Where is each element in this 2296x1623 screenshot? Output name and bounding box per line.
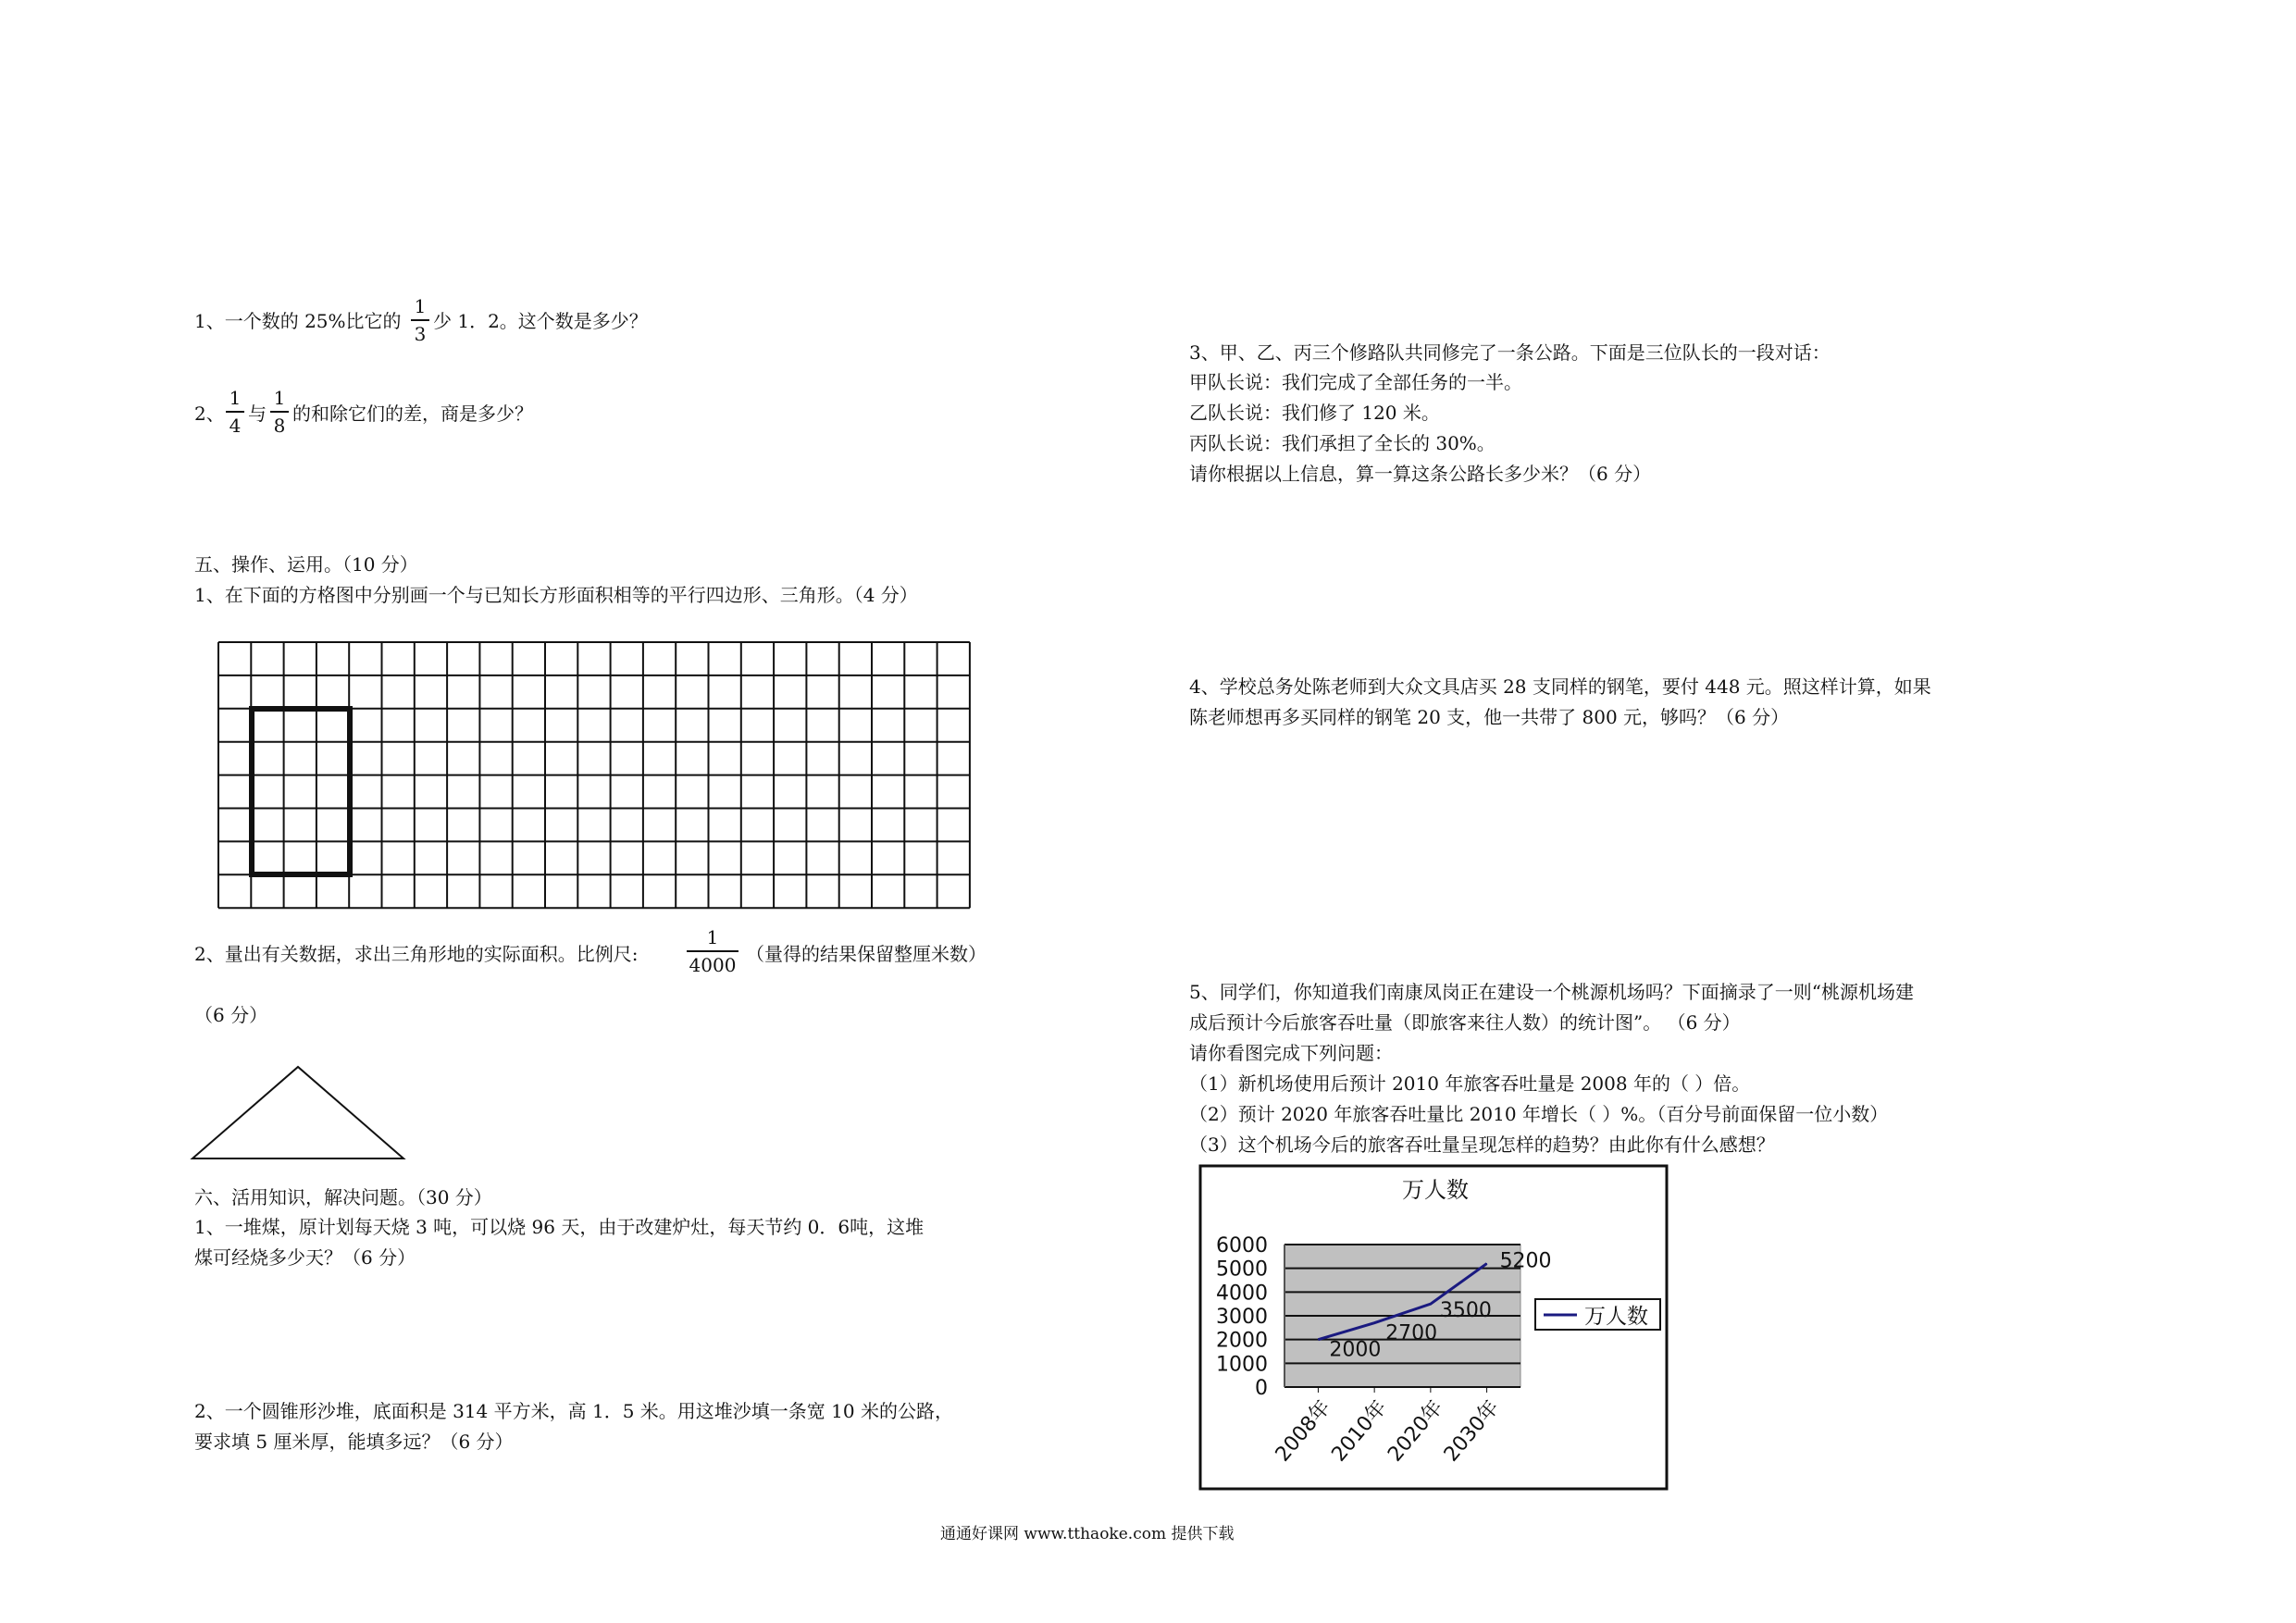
question-3-line-5: 请你根据以上信息，算一算这条公路长多少米？（6 分）: [1189, 463, 1652, 485]
question-2-prefix: 2、: [194, 403, 225, 425]
question-3-line-2: 甲队长说：我们完成了全部任务的一半。: [1189, 371, 1522, 393]
fraction-denominator: 4: [229, 415, 242, 437]
y-tick-label: 5000: [1216, 1258, 1268, 1282]
section-5-question-1: 1、在下面的方格图中分别画一个与已知长方形面积相等的平行四边形、三角形。（4 分）: [194, 584, 918, 606]
legend-label: 万人数: [1584, 1305, 1648, 1329]
fraction-denominator: 3: [414, 323, 427, 345]
question-5-line-4: （1）新机场使用后预计 2010 年旅客吞吐量是 2008 年的（ ）倍。: [1189, 1072, 1751, 1095]
fraction-denominator: 4000: [689, 954, 737, 976]
section-6-question-2-line-1: 2、一个圆锥形沙堆，底面积是 314 平方米，高 1．5 米。用这堆沙填一条宽 10 米的公路，: [194, 1400, 953, 1422]
page-footer: 通通好课网 www.tthaoke.com 提供下载: [940, 1525, 1235, 1543]
question-1-prefix: 1、一个数的 25%比它的: [194, 310, 402, 332]
section-5-question-2-note: （量得的结果保留整厘米数）: [746, 943, 987, 965]
fraction-denominator: 8: [273, 415, 286, 437]
x-tick-label: 2020年: [1384, 1395, 1448, 1467]
x-tick-label: 2030年: [1439, 1395, 1505, 1467]
question-3-line-1: 3、甲、乙、丙三个修路队共同修完了一条公路。下面是三位队长的一段对话：: [1189, 341, 1831, 364]
data-label: 2000: [1329, 1338, 1382, 1362]
data-point: [1486, 1263, 1487, 1264]
question-4-line-1: 4、学校总务处陈老师到大众文具店买 28 支同样的钢笔，要付 448 元。照这样计算，如果: [1189, 675, 1931, 698]
question-5-line-1: 5、同学们，你知道我们南康凤岗正在建设一个桃源机场吗？下面摘录了一则“桃源机场建: [1189, 981, 1914, 1003]
y-tick-label: 1000: [1216, 1353, 1268, 1377]
question-5-line-5: （2）预计 2020 年旅客吞吐量比 2010 年增长（ ）%。（百分号前面保留一位小数）: [1189, 1103, 1889, 1125]
question-5-line-3: 请你看图完成下列问题：: [1189, 1042, 1393, 1064]
question-2-connector: 与: [248, 403, 267, 425]
data-point: [1374, 1322, 1375, 1323]
y-tick-label: 4000: [1216, 1282, 1268, 1306]
question-2-suffix: 的和除它们的差，商是多少？: [292, 403, 533, 425]
chart-title: 万人数: [1402, 1177, 1469, 1203]
section-5-question-2-points: （6 分）: [194, 1004, 268, 1026]
data-label: 5200: [1499, 1249, 1552, 1273]
section-6-question-2-line-2: 要求填 5 厘米厚，能填多远？（6 分）: [194, 1431, 514, 1453]
y-tick-label: 0: [1255, 1377, 1268, 1400]
question-5-line-6: （3）这个机场今后的旅客吞吐量呈现怎样的趋势？由此你有什么感想？: [1189, 1134, 1775, 1156]
data-label: 2700: [1385, 1321, 1438, 1345]
fraction-numerator: 1: [229, 387, 242, 409]
question-1-suffix: 少 1．2。这个数是多少？: [433, 310, 648, 332]
question-4-line-2: 陈老师想再多买同样的钢笔 20 支，他一共带了 800 元，够吗？（6 分）: [1189, 706, 1790, 728]
section-5-title: 五、操作、运用。（10 分）: [194, 553, 418, 576]
x-tick-label: 2010年: [1327, 1395, 1392, 1467]
y-tick-label: 6000: [1216, 1234, 1268, 1258]
fraction-numerator: 1: [414, 295, 427, 317]
question-5-line-2: 成后预计今后旅客吞吐量（即旅客来往人数）的统计图”。 （6 分）: [1189, 1011, 1741, 1034]
section-6-question-1-line-1: 1、一堆煤，原计划每天烧 3 吨，可以烧 96 天，由于改建炉灶，每天节约 0．6吨，这堆: [194, 1216, 925, 1238]
x-tick-label: 2008年: [1271, 1395, 1336, 1467]
data-label: 3500: [1439, 1299, 1492, 1323]
fraction-numerator: 1: [706, 926, 719, 948]
y-tick-label: 3000: [1216, 1306, 1268, 1329]
question-3-line-3: 乙队长说：我们修了 120 米。: [1189, 402, 1440, 424]
section-6-question-1-line-2: 煤可经烧多少天？（6 分）: [194, 1246, 416, 1269]
fraction-numerator: 1: [273, 387, 286, 409]
question-3-line-4: 丙队长说：我们承担了全长的 30%。: [1189, 432, 1496, 454]
section-5-question-2: 2、量出有关数据，求出三角形地的实际面积。比例尺:: [194, 943, 639, 965]
section-6-title: 六、活用知识，解决问题。（30 分）: [194, 1186, 492, 1208]
y-tick-label: 2000: [1216, 1329, 1268, 1353]
data-point: [1318, 1339, 1319, 1340]
data-point: [1430, 1304, 1431, 1305]
